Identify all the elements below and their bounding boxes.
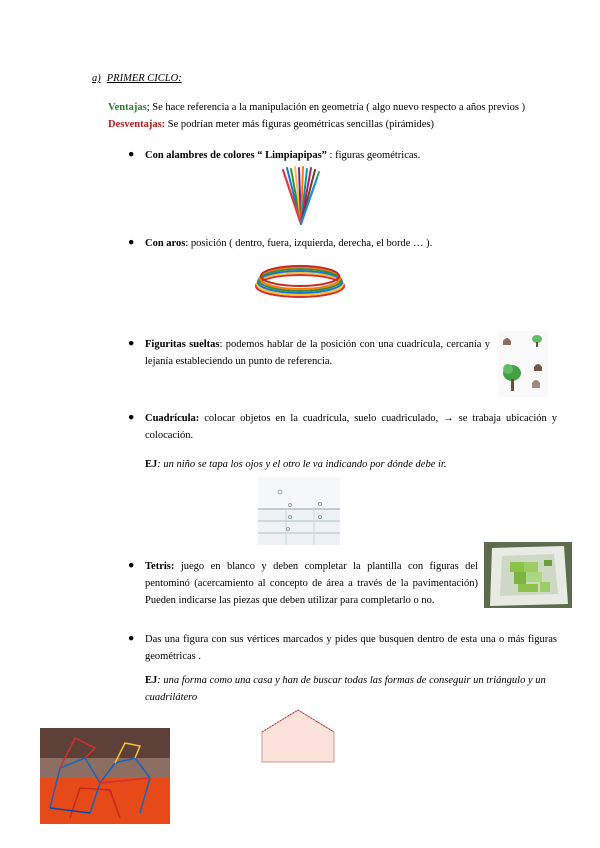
ej-label: EJ bbox=[145, 675, 158, 686]
ventajas-label: Ventajas bbox=[108, 102, 147, 113]
hoops-image bbox=[252, 262, 348, 302]
item-hoops bbox=[145, 235, 557, 252]
item-text: Das una figura con sus vértices marcados y pides que busquen dentro de esta una o más figuras geométricas . bbox=[145, 634, 557, 662]
example-1 bbox=[145, 456, 565, 473]
item-figuritas bbox=[145, 336, 490, 370]
item-text: : podemos hablar de la posición con una cuadrícula, cercanía y lejanía estableciendo un punto de referencia. bbox=[145, 339, 490, 367]
desventajas-line bbox=[108, 119, 434, 130]
ej-label: EJ bbox=[145, 459, 158, 470]
bullet: ● bbox=[128, 338, 135, 349]
item-bold: Cuadrícula: bbox=[145, 413, 200, 424]
heading-label: a) bbox=[92, 73, 101, 84]
item-pipe-cleaners bbox=[145, 147, 557, 164]
ej-text: : una forma como una casa y han de buscar todas las formas de conseguir un triángulo y un cuadrilátero bbox=[145, 675, 546, 703]
section-heading bbox=[92, 73, 182, 84]
bullet: ● bbox=[128, 633, 135, 644]
ej-text: : un niño se tapa los ojos y el otro le va indicando por dónde debe ir. bbox=[157, 459, 447, 470]
bullet: ● bbox=[128, 560, 135, 571]
pipe-cleaners-image bbox=[280, 166, 322, 226]
desventajas-label: Desventajas: bbox=[108, 119, 166, 130]
item-bold: Con aros bbox=[145, 238, 186, 249]
ventajas-line bbox=[108, 102, 525, 113]
heading-title: PRIMER CICLO: bbox=[106, 73, 182, 84]
straw-structures-image bbox=[40, 728, 170, 824]
bullet: ● bbox=[128, 237, 135, 248]
grid-floor-image bbox=[258, 477, 340, 545]
item-text: colocar objetos en la cuadrícula, suelo cuadriculado, → se trabaja ubicación y colocación. bbox=[145, 413, 557, 441]
item-cuadricula bbox=[145, 410, 557, 444]
house-shape bbox=[258, 706, 338, 766]
figurines-image bbox=[498, 331, 548, 397]
bullet: ● bbox=[128, 149, 135, 160]
item-text: : posición ( dentro, fuera, izquierda, derecha, el borde … ). bbox=[185, 238, 433, 249]
bullet: ● bbox=[128, 412, 135, 423]
tetris-board-image bbox=[484, 542, 572, 608]
item-bold: Tetris: bbox=[145, 561, 175, 572]
example-2 bbox=[145, 672, 565, 706]
desventajas-text: Se podrían meter más figuras geométricas sencillas (pirámides) bbox=[165, 119, 434, 130]
item-text: : figuras geométricas. bbox=[326, 150, 421, 161]
item-text: juego en blanco y deben completar la plantilla con figuras del pentominó (acercamiento al concepto de área a través de la pavimentación) Pueden indicarse las piezas que deben utilizar para completarlo o no. bbox=[145, 561, 478, 606]
item-tetris bbox=[145, 558, 478, 609]
item-bold: Con alambres de colores “ Limpiapipas” bbox=[145, 150, 327, 161]
item-vertices bbox=[145, 631, 557, 665]
ventajas-text: ; Se hace referencia a la manipulación en geometría ( algo nuevo respecto a años previos ) bbox=[146, 102, 526, 113]
item-bold: Figuritas sueltas bbox=[145, 339, 220, 350]
